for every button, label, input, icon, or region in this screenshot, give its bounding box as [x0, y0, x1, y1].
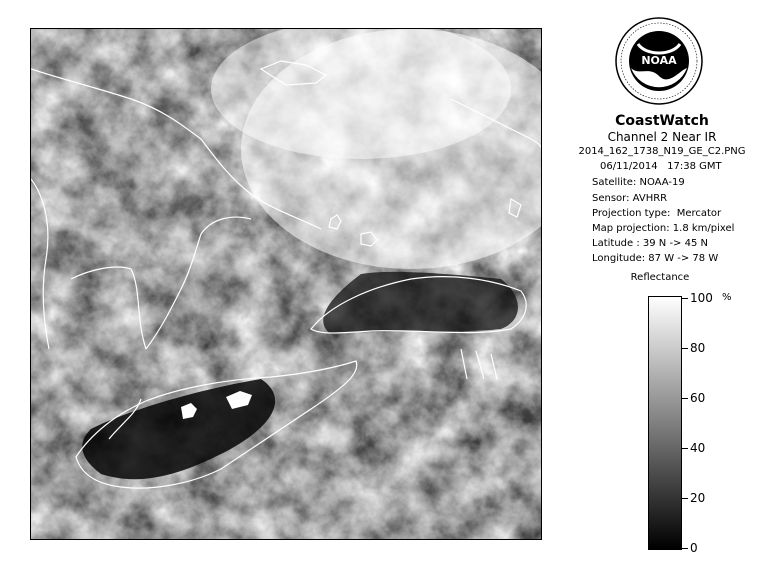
brand-title: CoastWatch — [615, 113, 709, 129]
satellite-map — [30, 28, 542, 540]
colorbar-tick-label: 80 — [690, 341, 706, 355]
map-graphic — [31, 29, 542, 540]
colorbar-tick — [682, 348, 688, 349]
colorbar-title: Reflectance — [630, 272, 690, 283]
longitude-label: Longitude: 87 W -> 78 W — [592, 253, 719, 264]
filename-label: 2014_162_1738_N19_GE_C2.PNG — [578, 146, 746, 157]
colorbar-tick-label: 0 — [690, 541, 698, 555]
satellite-label: Satellite: NOAA-19 — [592, 177, 685, 188]
colorbar-tick — [682, 298, 688, 299]
colorbar-tick-label: 60 — [690, 391, 706, 405]
sensor-label: Sensor: AVHRR — [592, 193, 668, 204]
projection-type-label: Projection type: Mercator — [592, 208, 722, 219]
colorbar-tick-label: 20 — [690, 491, 706, 505]
colorbar-tick — [682, 498, 688, 499]
colorbar-tick-label: 40 — [690, 441, 706, 455]
channel-label: Channel 2 Near IR — [607, 130, 717, 144]
map-projection-label: Map projection: 1.8 km/pixel — [592, 223, 735, 234]
latitude-label: Latitude : 39 N -> 45 N — [592, 238, 708, 249]
colorbar-tick — [682, 398, 688, 399]
logo-text: NOAA — [641, 54, 677, 67]
datetime-label: 06/11/2014 17:38 GMT — [600, 161, 722, 172]
colorbar-tick — [682, 548, 688, 549]
colorbar-tick — [682, 448, 688, 449]
colorbar — [648, 296, 682, 550]
colorbar-tick-label: 100 — [690, 291, 713, 305]
colorbar-unit: % — [722, 292, 732, 303]
noaa-logo — [614, 16, 704, 106]
